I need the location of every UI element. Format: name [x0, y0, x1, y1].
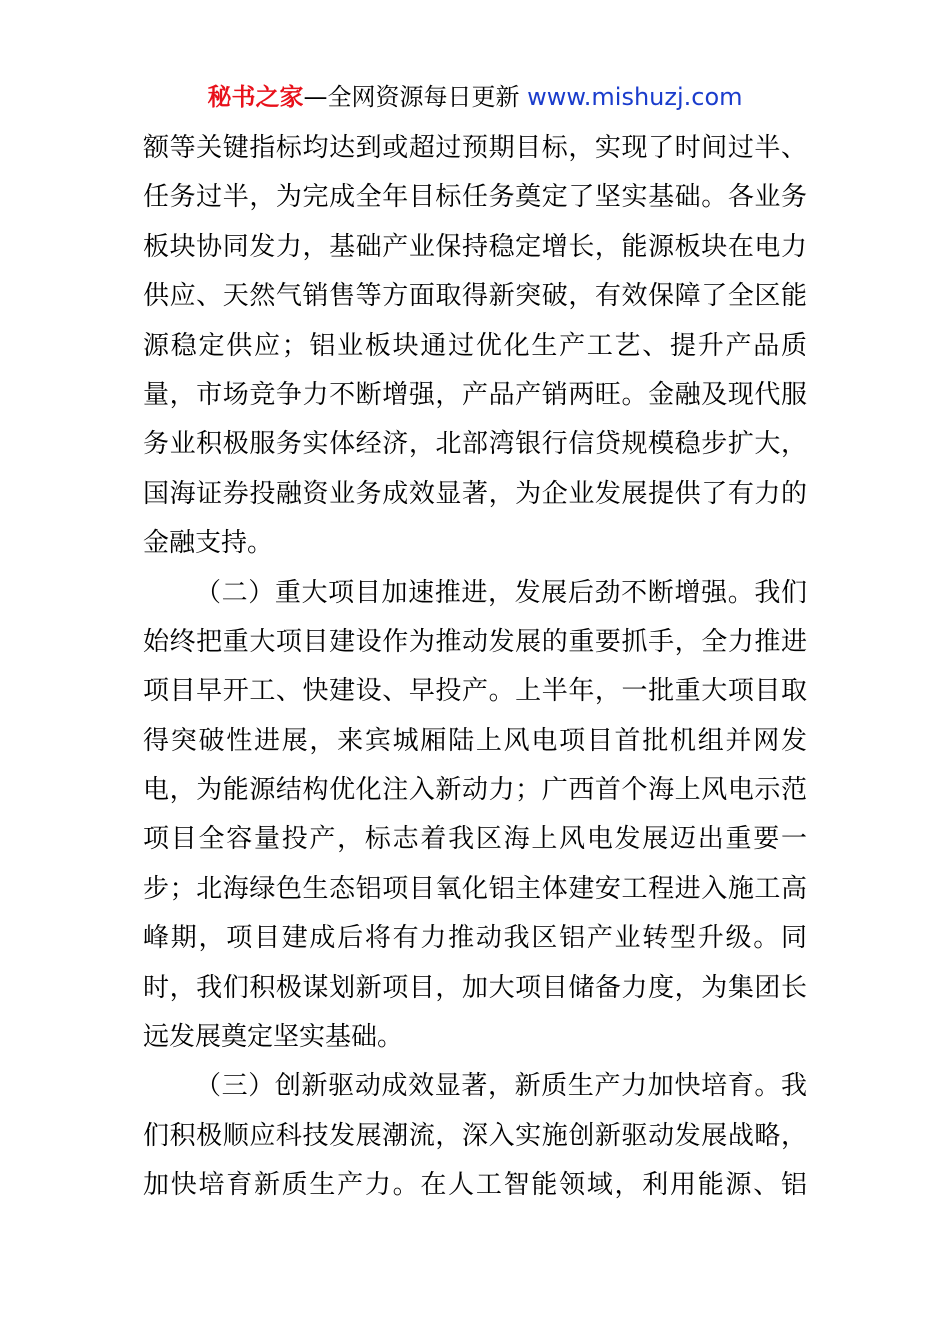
text-line: 始终把重大项目建设作为推动发展的重要抓手，全力推进: [143, 626, 807, 657]
text-line: 量，市场竞争力不断增强，产品产销两旺。金融及现代服: [143, 379, 807, 410]
text-line: 步；北海绿色生态铝项目氧化铝主体建安工程进入施工高: [143, 873, 807, 904]
text-line: 项目全容量投产，标志着我区海上风电发展迈出重要一: [143, 824, 807, 855]
text-line: （二）重大项目加速推进，发展后劲不断增强。我们: [195, 577, 807, 608]
text-line: 供应、天然气销售等方面取得新突破，有效保障了全区能: [143, 281, 807, 312]
paragraph-2: [143, 569, 807, 1063]
text-line: 额等关键指标均达到或超过预期目标，实现了时间过半、: [143, 133, 807, 163]
page-header: [0, 80, 950, 114]
paragraph-3: [143, 1062, 807, 1210]
text-line: 电，为能源结构优化注入新动力；广西首个海上风电示范: [143, 775, 807, 806]
header-tagline: —全网资源每日更新: [303, 83, 520, 111]
text-line: 远发展奠定坚实基础。: [143, 1022, 404, 1053]
text-line: 务业积极服务实体经济，北部湾银行信贷规模稳步扩大，: [143, 429, 807, 460]
text-line: 源稳定供应；铝业板块通过优化生产工艺、提升产品质: [143, 330, 807, 361]
header-site-link[interactable]: www.mishuzj.com: [527, 83, 743, 111]
header-brand: 秘书之家: [207, 83, 304, 111]
text-line: 时，我们积极谋划新项目，加大项目储备力度，为集团长: [143, 972, 807, 1003]
text-line: 国海证券投融资业务成效显著，为企业发展提供了有力的: [143, 478, 807, 509]
paragraph-1: [143, 124, 807, 569]
text-line: 项目早开工、快建设、早投产。上半年，一批重大项目取: [143, 676, 807, 707]
text-line: 板块协同发力，基础产业保持稳定增长，能源板块在电力: [143, 231, 807, 262]
text-line: 们积极顺应科技发展潮流，深入实施创新驱动发展战略，: [143, 1120, 807, 1151]
text-line: 峰期，项目建成后将有力推动我区铝产业转型升级。同: [143, 923, 807, 954]
text-line: 任务过半，为完成全年目标任务奠定了坚实基础。各业务: [143, 182, 807, 213]
text-line: （三）创新驱动成效显著，新质生产力加快培育。我: [195, 1071, 807, 1102]
document-body: [143, 124, 807, 1211]
text-line: 金融支持。: [143, 528, 274, 559]
text-line: 加快培育新质生产力。在人工智能领域，利用能源、铝: [143, 1170, 807, 1201]
text-line: 得突破性进展，来宾城厢陆上风电项目首批机组并网发: [143, 725, 807, 756]
